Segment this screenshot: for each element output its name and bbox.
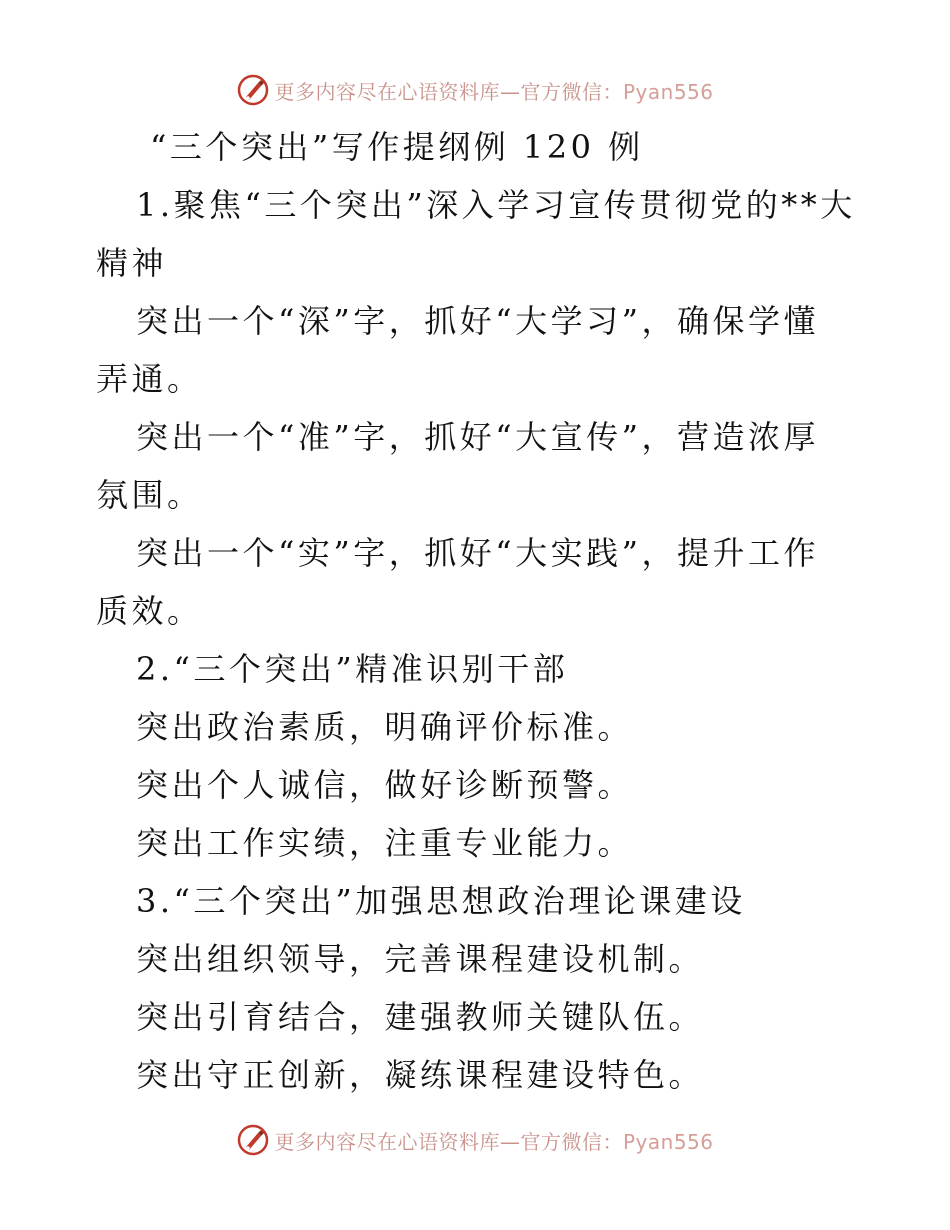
- banner-text: 更多内容尽在心语资料库—官方微信：: [274, 1129, 623, 1154]
- text-line: 突出组织领导，完善课程建设机制。: [136, 940, 705, 978]
- text-line: 突出守正创新，凝练课程建设特色。: [136, 1056, 705, 1094]
- text-line: 突出工作实绩，注重专业能力。: [136, 824, 634, 862]
- text-line: 突出一个“实”字，抓好“大实践”，提升工作: [136, 534, 819, 572]
- pen-logo-icon: [236, 73, 270, 107]
- banner-text: 更多内容尽在心语资料库—官方微信：: [274, 79, 623, 104]
- text-line: 精神: [96, 244, 168, 282]
- text-line: 弄通。: [96, 360, 203, 398]
- wechat-handle[interactable]: Pyan556: [622, 79, 714, 104]
- pen-logo-icon: [236, 1123, 270, 1157]
- wechat-handle[interactable]: Pyan556: [622, 1129, 714, 1154]
- text-line: 氛围。: [96, 476, 203, 514]
- section-heading-3: 3.“三个突出”加强思想政治理论课建设: [136, 882, 746, 920]
- document-body: [96, 118, 856, 1104]
- text-line: 突出一个“深”字，抓好“大学习”，确保学懂: [136, 302, 819, 340]
- text-line: 质效。: [96, 592, 203, 630]
- text-line: 突出一个“准”字，抓好“大宣传”，营造浓厚: [136, 418, 819, 456]
- text-line: 突出政治素质，明确评价标准。: [136, 708, 634, 746]
- footer-banner: [0, 1120, 950, 1160]
- text-line: 突出个人诚信，做好诊断预警。: [136, 766, 634, 804]
- document-title: “三个突出”写作提纲例 120 例: [150, 128, 644, 166]
- section-heading-1: 1.聚焦“三个突出”深入学习宣传贯彻党的**大: [136, 186, 856, 224]
- header-banner: [0, 70, 950, 110]
- section-heading-2: 2.“三个突出”精准识别干部: [136, 650, 569, 688]
- text-line: 突出引育结合，建强教师关键队伍。: [136, 998, 705, 1036]
